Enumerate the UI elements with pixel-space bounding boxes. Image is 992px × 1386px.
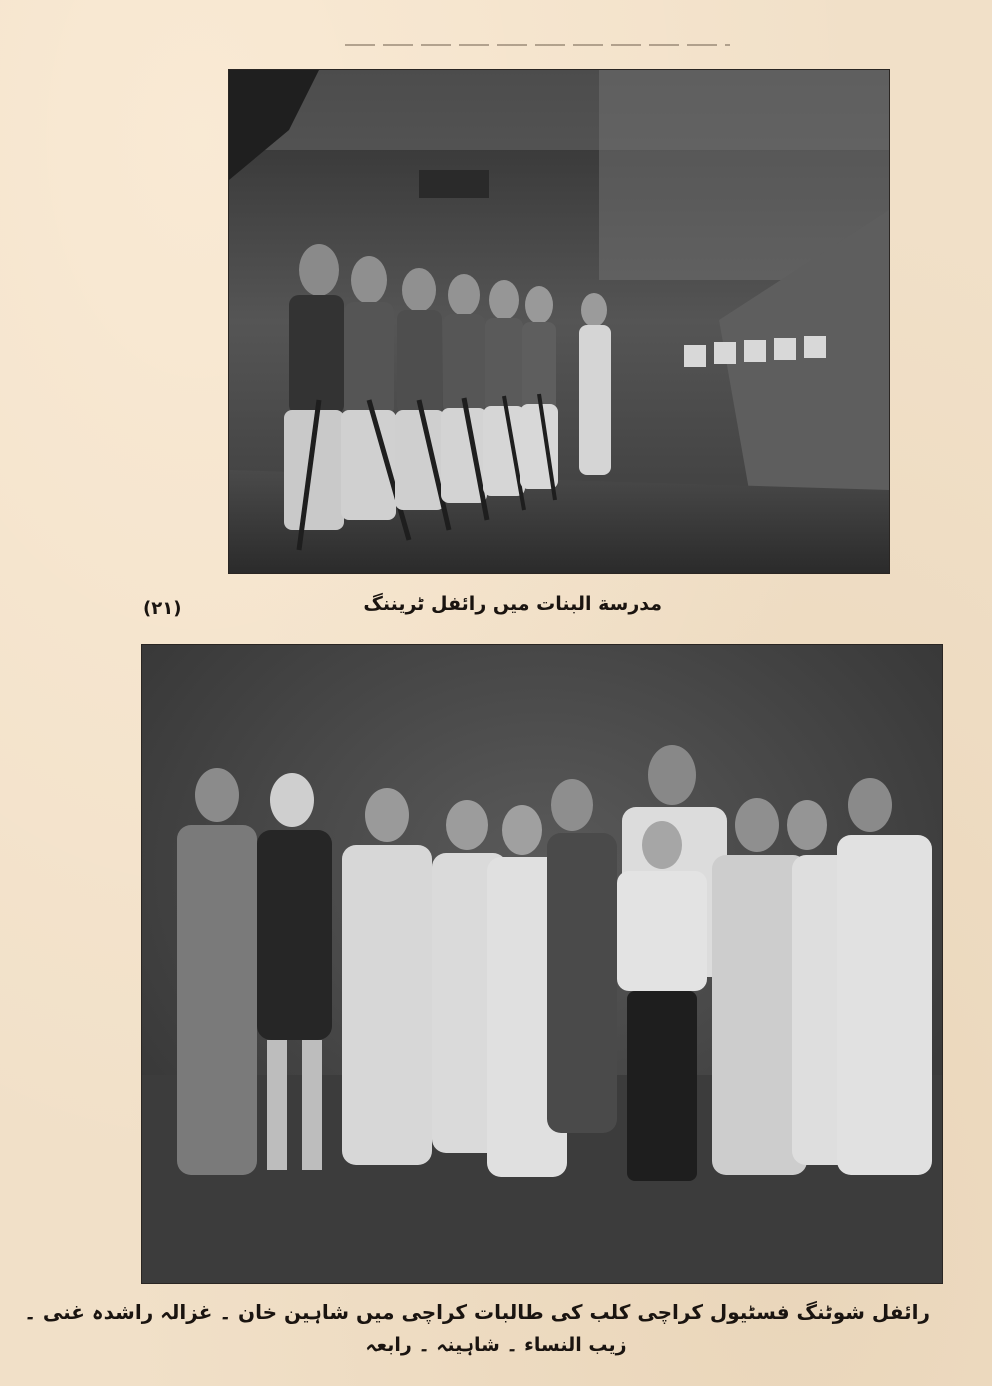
- photo-1-caption: مدرسة البنات میں رائفل ٹریننگ: [363, 593, 662, 615]
- top-decorative-rule: [345, 44, 730, 46]
- rifle-training-photo: [229, 70, 889, 573]
- rifle-shooting-festival-group-photo: [142, 645, 942, 1283]
- group-photo-art: [142, 645, 942, 1283]
- photo-2-caption-line-2: زیب النساء ۔ شاہینہ ۔ رابعہ: [365, 1334, 627, 1356]
- photo-2-caption-line-1: رائفل شوٹنگ فسٹیول کراچی کلب کی طالبات کراچی میں شاہین خان ۔ غزالہ راشدہ غنی ۔: [24, 1300, 930, 1324]
- rifle-training-photo-art: [229, 70, 889, 573]
- page-number: (۲۱): [143, 598, 182, 619]
